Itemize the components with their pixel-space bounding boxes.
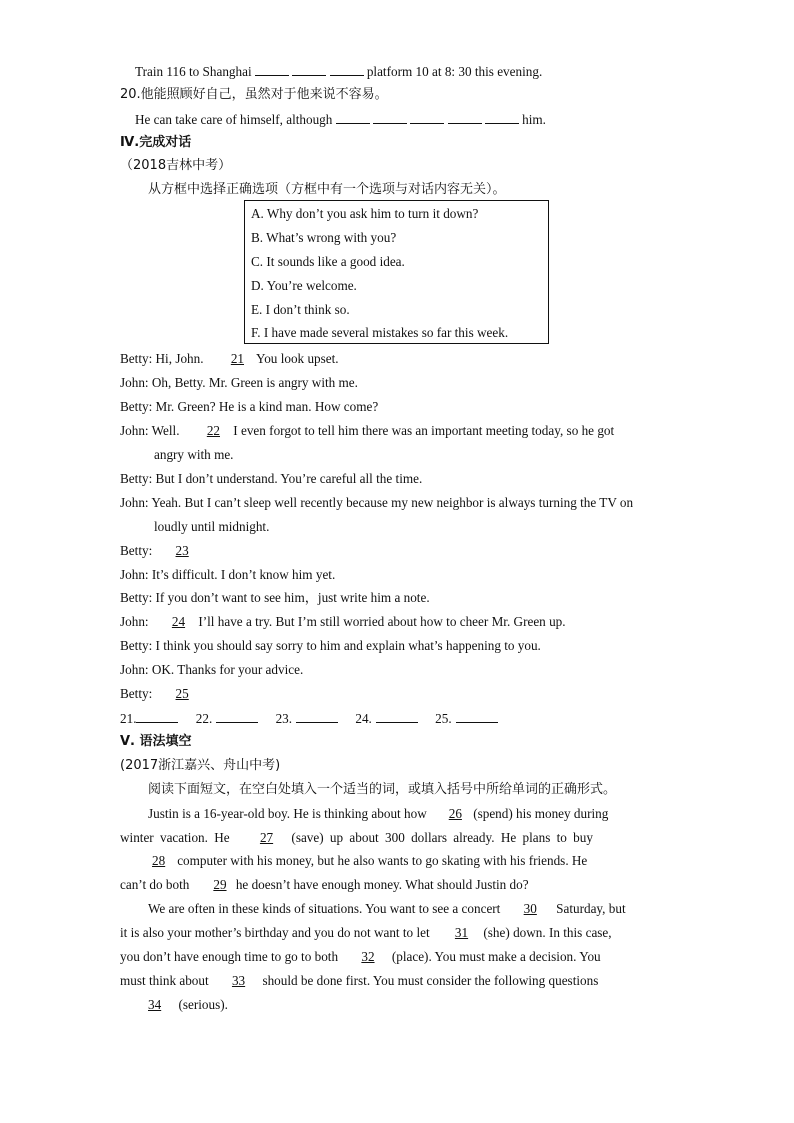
blank-32[interactable]: 32: [361, 949, 375, 964]
q19-line: Train 116 to Shanghai platform 10 at 8: 30 this evening.: [135, 64, 543, 79]
option-c: C. It sounds like a good idea.: [251, 254, 405, 269]
dialogue-line: angry with me.: [154, 447, 234, 462]
options-box: [244, 200, 549, 344]
blank-24[interactable]: 24: [171, 614, 186, 629]
section4-title: Ⅳ.完成对话: [120, 135, 192, 150]
answer-blank[interactable]: [216, 709, 258, 723]
passage-line: winter vacation. He 27 (save) up about 300 dollars already. He plans to buy: [120, 830, 593, 845]
blank-31[interactable]: 31: [454, 925, 469, 940]
section5-title: Ⅴ. 语法填空: [120, 734, 192, 749]
dialogue-line: John: 24 I’ll have a try. But I’m still worried about how to cheer Mr. Green up.: [120, 614, 566, 629]
blank[interactable]: [485, 110, 519, 124]
blank-33[interactable]: 33: [231, 973, 246, 988]
dialogue-line: Betty: But I don’t understand. You’re careful all the time.: [120, 471, 423, 486]
blank-30[interactable]: 30: [523, 901, 537, 916]
dialogue-line: John: OK. Thanks for your advice.: [120, 662, 304, 677]
blank[interactable]: [255, 62, 289, 76]
blank-23[interactable]: 23: [175, 543, 189, 558]
answer-row: 21. 22. 23. 24. 25.: [120, 709, 498, 728]
answer-blank[interactable]: [376, 709, 418, 723]
blank[interactable]: [410, 110, 444, 124]
section4-instruction: 从方框中选择正确选项（方框中有一个选项与对话内容无关）。: [148, 182, 506, 197]
section5-instruction: 阅读下面短文，在空白处填入一个适当的词，或填入括号中所给单词的正确形式。: [148, 782, 617, 797]
blank[interactable]: [292, 62, 326, 76]
section5-source: (2017浙江嘉兴、舟山中考): [120, 758, 281, 773]
dialogue-line: John: Yeah. But I can’t sleep well recently because my new neighbor is always turning the TV on: [120, 495, 634, 510]
option-e: E. I don’t think so.: [251, 302, 350, 317]
option-f: F. I have made several mistakes so far this week.: [251, 325, 509, 340]
dialogue-line: Betty: Hi, John. 21 You look upset.: [120, 351, 339, 366]
dialogue-line: Betty: If you don’t want to see him，just write him a note.: [120, 590, 430, 605]
passage-line: it is also your mother’s birthday and you do not want to let 31 (she) down. In this case,: [120, 925, 612, 940]
answer-blank[interactable]: [136, 709, 178, 723]
q20-chinese: 20.他能照顾好自己，虽然对于他来说不容易。: [120, 87, 388, 102]
blank[interactable]: [448, 110, 482, 124]
blank[interactable]: [336, 110, 370, 124]
passage-line: 34 (serious).: [126, 996, 228, 1014]
blank[interactable]: [330, 62, 364, 76]
passage-line: can’t do both 29 he doesn’t have enough money. What should Justin do?: [120, 877, 529, 892]
dialogue-line: John: Well. 22 I even forgot to tell him there was an important meeting today, so he got: [120, 423, 615, 438]
passage-line: you don’t have enough time to go to both 32 (place). You must make a decision. You: [120, 949, 601, 964]
dialogue-line: loudly until midnight.: [154, 519, 270, 534]
blank-25[interactable]: 25: [175, 686, 189, 701]
dialogue-line: Betty: Mr. Green? He is a kind man. How come?: [120, 399, 379, 414]
blank-34[interactable]: 34: [148, 997, 162, 1012]
blank-22[interactable]: 22: [206, 423, 220, 438]
dialogue-line: Betty: 23: [120, 542, 199, 560]
blank-21[interactable]: 21: [230, 351, 245, 366]
option-a: A. Why don’t you ask him to turn it down?: [251, 206, 479, 221]
blank-28[interactable]: 28: [152, 853, 166, 868]
passage-line: must think about 33 should be done first. You must consider the following questions: [120, 973, 599, 988]
dialogue-line: John: It’s difficult. I don’t know him yet.: [120, 567, 336, 582]
option-d: D. You’re welcome.: [251, 278, 357, 293]
blank[interactable]: [373, 110, 407, 124]
blank-27[interactable]: 27: [259, 830, 274, 845]
section4-source: （2018吉林中考）: [120, 158, 232, 173]
option-b: B. What’s wrong with you?: [251, 230, 397, 245]
dialogue-line: John: Oh, Betty. Mr. Green is angry with me.: [120, 375, 358, 390]
answer-blank[interactable]: [456, 709, 498, 723]
answer-blank[interactable]: [296, 709, 338, 723]
q20-line: He can take care of himself, although him.: [135, 112, 546, 127]
passage-line: We are often in these kinds of situations. You want to see a concert 30 Saturday, but: [148, 901, 626, 916]
blank-29[interactable]: 29: [213, 877, 227, 892]
passage-line: 28 computer with his money, but he also wants to go skating with his friends. He: [126, 852, 587, 870]
dialogue-line: Betty: I think you should say sorry to him and explain what’s happening to you.: [120, 638, 541, 653]
blank-26[interactable]: 26: [448, 806, 462, 821]
passage-line: Justin is a 16-year-old boy. He is thinking about how 26 (spend) his money during: [148, 806, 609, 821]
dialogue-line: Betty: 25: [120, 685, 199, 703]
